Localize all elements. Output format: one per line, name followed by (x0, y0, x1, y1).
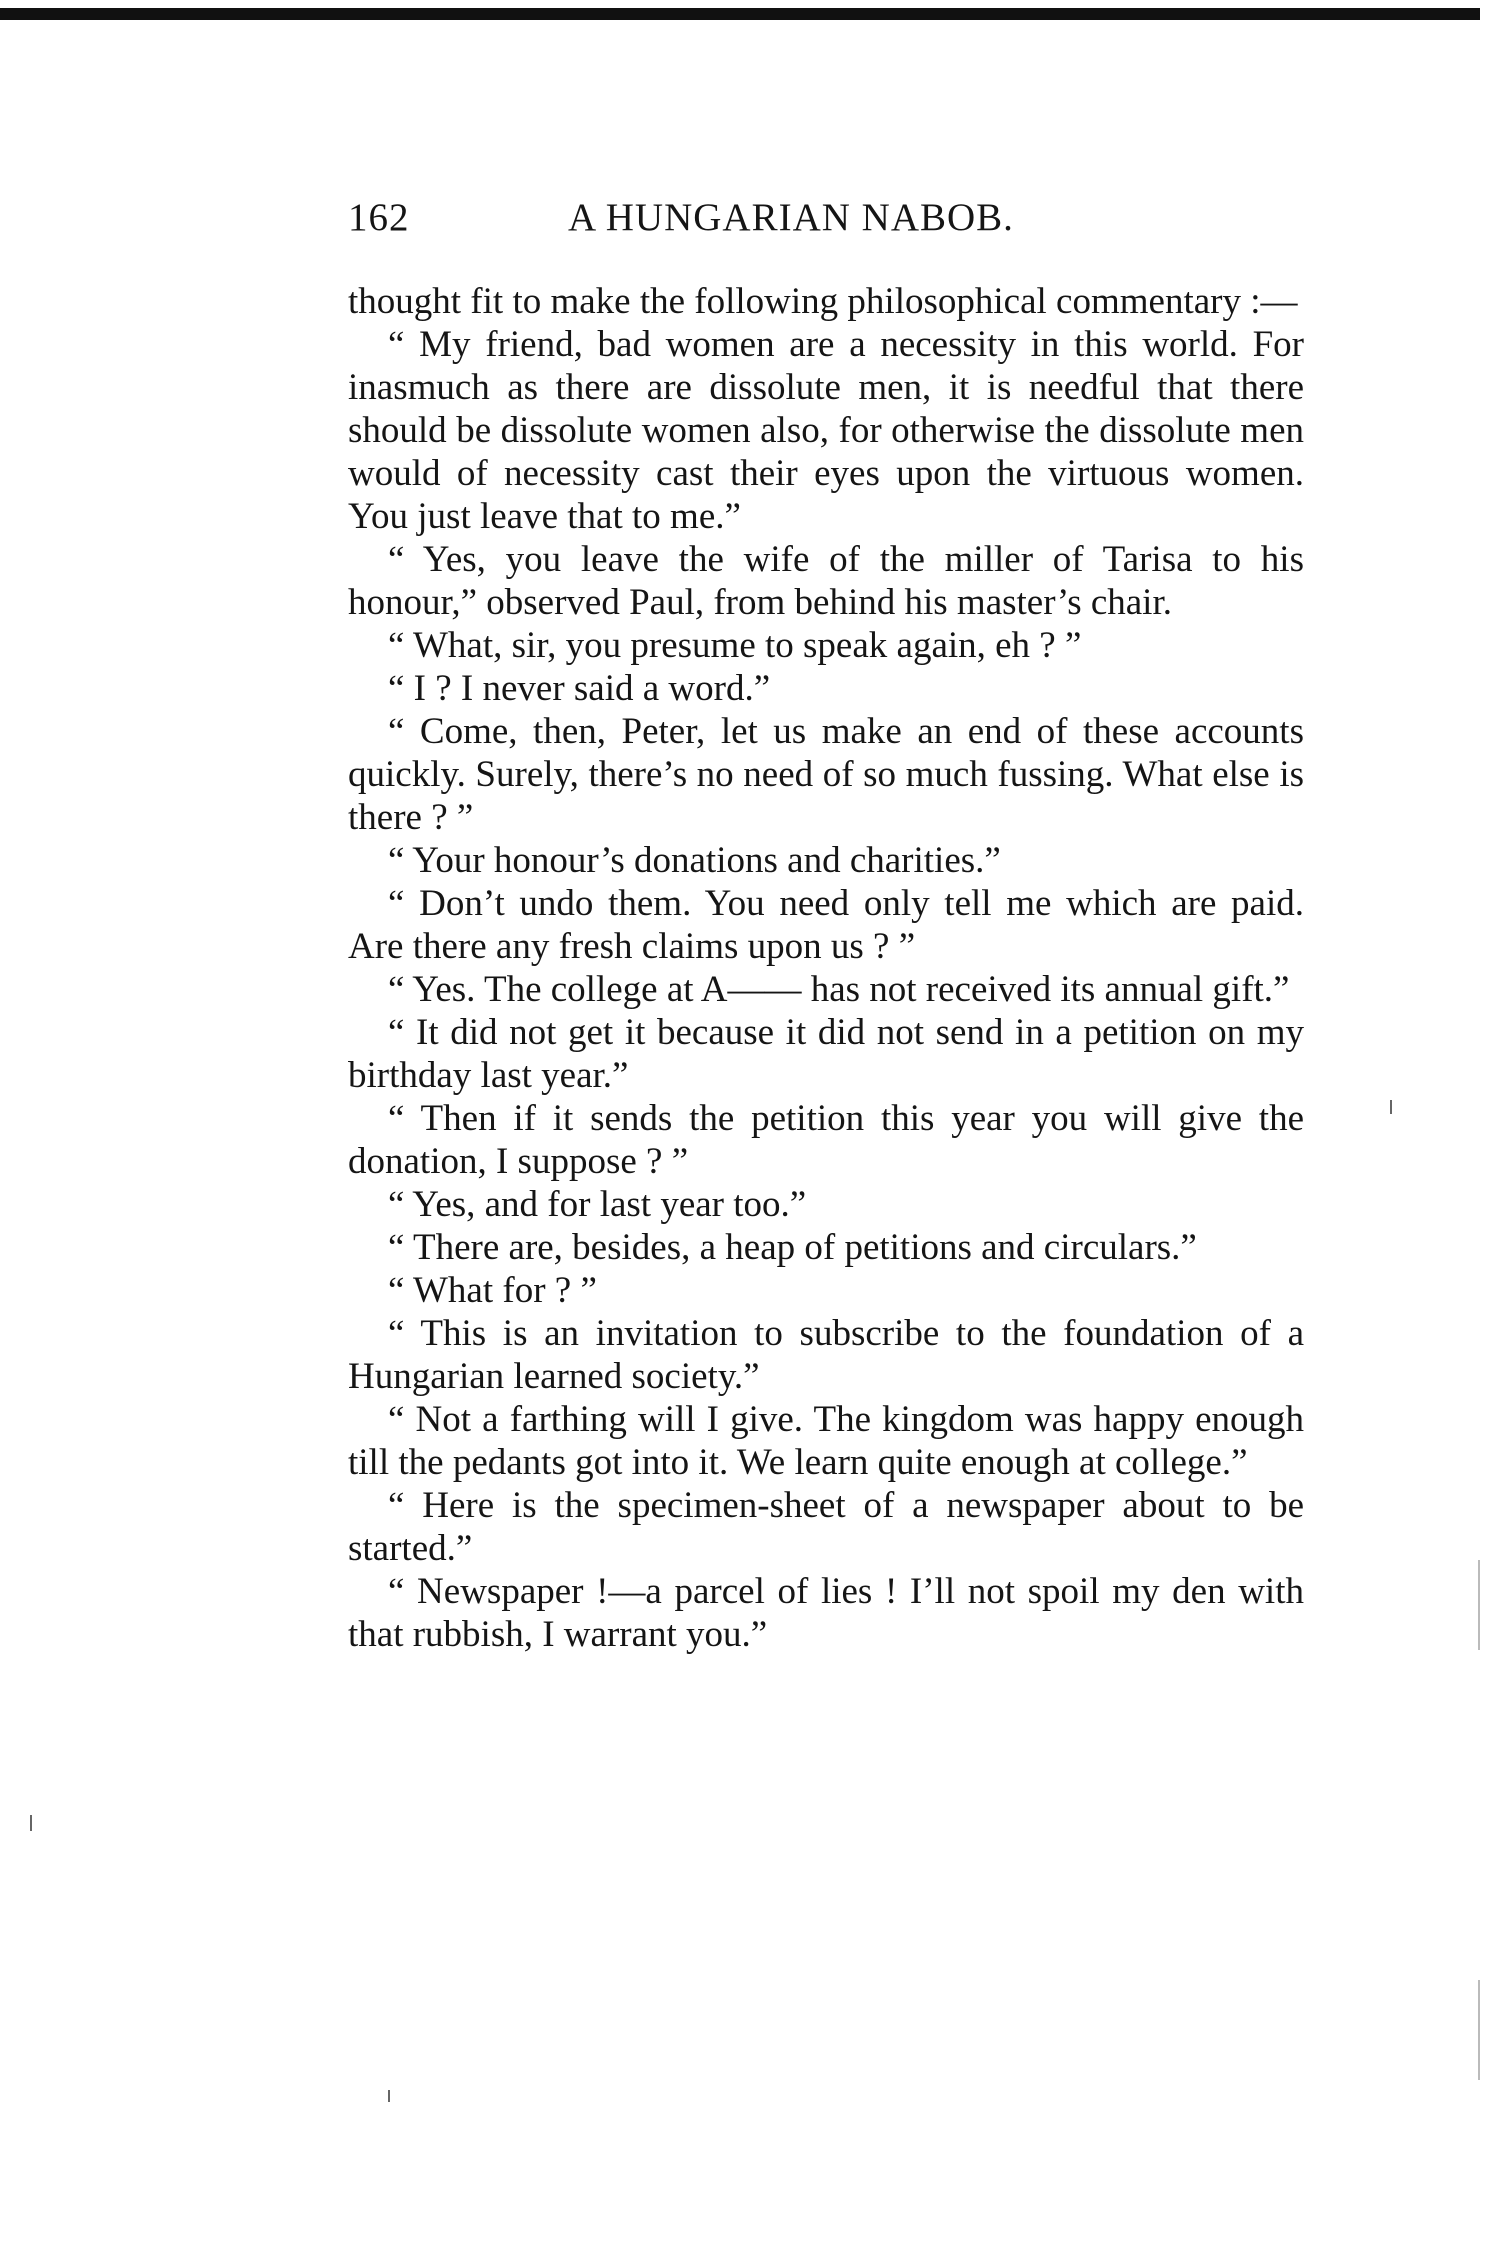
paragraph: “ What for ? ” (388, 1270, 597, 1311)
running-title: A HUNGARIAN NABOB. (568, 196, 1014, 239)
paragraph: “ I ? I never said a word.” (388, 668, 771, 709)
scan-mark (1478, 1560, 1480, 1650)
paragraph: “ There are, besides, a heap of petitions and circulars.” (388, 1227, 1197, 1268)
body-text (348, 280, 1304, 1656)
paragraph: “ This is an invitation to subscribe to the foundation of a Hungarian learned society.” (348, 1313, 1304, 1397)
paragraph: “ Not a farthing will I give. The kingdom was happy enough till the pedants got into it. We learn quite enough at college.” (348, 1399, 1304, 1483)
top-rule (0, 8, 1480, 20)
paragraph: “ It did not get it because it did not send in a petition on my birthday last year.” (348, 1012, 1304, 1096)
paragraph: “ My friend, bad women are a necessity in this world. For inasmuch as there are dissolute men, it is needful that there should be dissolute women also, for otherwise the dissolute men would of necessity cast their eyes upon the virtuous women. You just leave that to me.” (348, 324, 1304, 537)
paragraph: “ Don’t undo them. You need only tell me which are paid. Are there any fresh claims upon us ? ” (348, 883, 1304, 967)
paragraph: “ Yes. The college at A—— has not received its annual gift.” (388, 969, 1290, 1010)
paragraph: “ Here is the specimen-sheet of a newspaper about to be started.” (348, 1485, 1304, 1569)
paragraph: “ Your honour’s donations and charities.” (388, 840, 1001, 881)
paragraph: “ Then if it sends the petition this year you will give the donation, I suppose ? ” (348, 1098, 1304, 1182)
scan-mark (30, 1815, 32, 1831)
paragraph: “ What, sir, you presume to speak again, eh ? ” (388, 625, 1082, 666)
paragraph: “ Come, then, Peter, let us make an end of these accounts quickly. Surely, there’s no need of so much fussing. What else is there ? ” (348, 711, 1304, 838)
scan-mark (1478, 1980, 1480, 2080)
scan-mark (388, 2090, 390, 2102)
scan-mark (1390, 1100, 1392, 1114)
paragraph: “ Yes, you leave the wife of the miller of Tarisa to his honour,” observed Paul, from behind his master’s chair. (348, 539, 1304, 623)
page-number: 162 (348, 196, 410, 239)
paragraph: thought fit to make the following philosophical commentary :— (348, 281, 1298, 322)
page-header (348, 190, 1308, 246)
paragraph: “ Newspaper !—a parcel of lies ! I’ll not spoil my den with that rubbish, I warrant you.” (348, 1571, 1304, 1655)
paragraph: “ Yes, and for last year too.” (388, 1184, 807, 1225)
